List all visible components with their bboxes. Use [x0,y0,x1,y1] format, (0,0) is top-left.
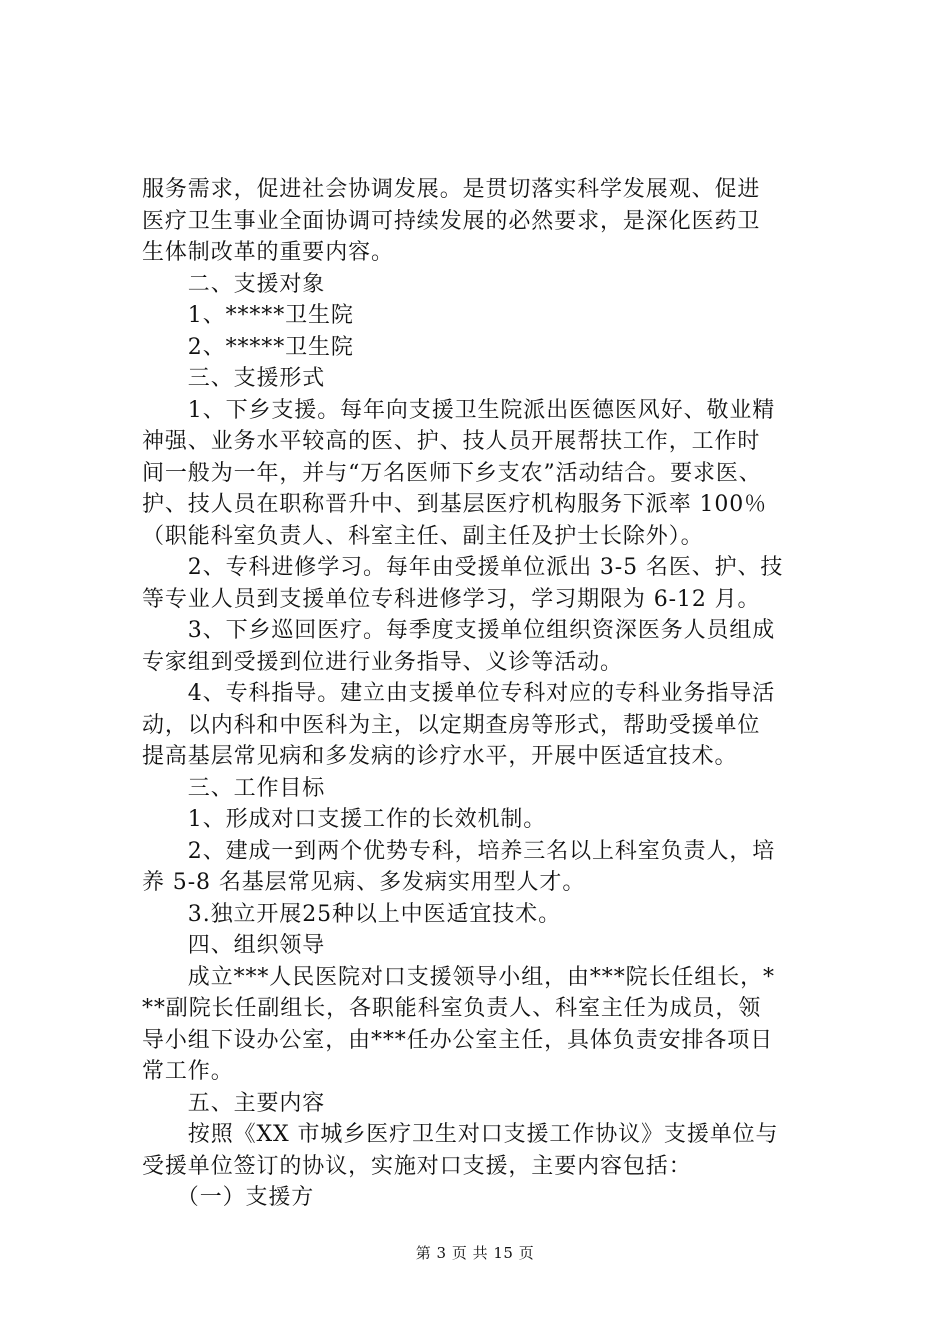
text-line: 4、专科指导。建立由支援单位专科对应的专科业务指导活 [142,681,776,706]
text-line: 生体制改革的重要内容。 [142,240,394,265]
text-line: 2、专科进修学习。每年由受援单位派出 3-5 名医、护、技 [142,555,784,580]
text-line: （职能科室负责人、科室主任、副主任及护士长除外）。 [142,523,704,549]
text-line: 1、下乡支援。每年向支援卫生院派出医德医风好、敬业精 [142,397,776,423]
text-line: 2、*****卫生院 [142,334,354,360]
text-line: 等专业人员到支援单位专科进修学习，学习期限为 6-12 月。 [142,586,761,612]
text-line: 2、建成一到两个优势专科，培养三名以上科室负责人，培 [142,838,776,864]
text-line: 护、技人员在职称晋升中、到基层医疗机构服务下派率 100％ [142,492,768,517]
section-heading: 三、支援形式 [142,366,326,391]
text-line: 导小组下设办公室，由***任办公室主任，具体负责安排各项日 [142,1027,774,1053]
text-line: 1、*****卫生院 [142,303,354,328]
section-heading: 五、主要内容 [142,1090,326,1116]
section-heading: 二、支援对象 [142,271,326,297]
text-line: 服务需求，促进社会协调发展。是贯切落实科学发展观、促进 [142,177,761,202]
section-heading: 三、工作目标 [142,775,326,801]
text-line: **副院长任副组长，各职能科室负责人、科室主任为成员，领 [142,996,762,1021]
text-line: 3.独立开展25种以上中医适宜技术。 [142,901,561,927]
section-heading: 四、组织领导 [142,933,326,958]
text-line: 1、形成对口支援工作的长效机制。 [142,807,547,832]
text-line: 神强、业务水平较高的医、护、技人员开展帮扶工作，工作时 [142,429,761,454]
text-line: 按照《XX 市城乡医疗卫生对口支援工作协议》支援单位与 [142,1122,779,1147]
subsection-heading: （一）支援方 [142,1185,315,1210]
text-line: 常工作。 [142,1059,234,1084]
text-line: 养 5-8 名基层常见病、多发病实用型人才。 [142,870,586,895]
text-line: 3、下乡巡回医疗。每季度支援单位组织资深医务人员组成 [142,618,776,643]
page-number-footer: 第 3 页 共 15 页 [415,1244,535,1262]
text-line: 动，以内科和中医科为主，以定期查房等形式，帮助受援单位 [142,712,761,738]
text-line: 医疗卫生事业全面协调可持续发展的必然要求，是深化医药卫 [142,208,761,234]
document-body [142,174,832,1214]
text-line: 专家组到受援到位进行业务指导、义诊等活动。 [142,649,623,675]
text-line: 受援单位签订的协议，实施对口支援，主要内容包括： [142,1153,692,1179]
text-line: 提高基层常见病和多发病的诊疗水平，开展中医适宜技术。 [142,744,738,769]
text-line: 间一般为一年，并与“万名医师下乡支农”活动结合。要求医、 [142,460,762,486]
text-line: 成立***人民医院对口支援领导小组，由***院长任组长，* [142,964,775,990]
